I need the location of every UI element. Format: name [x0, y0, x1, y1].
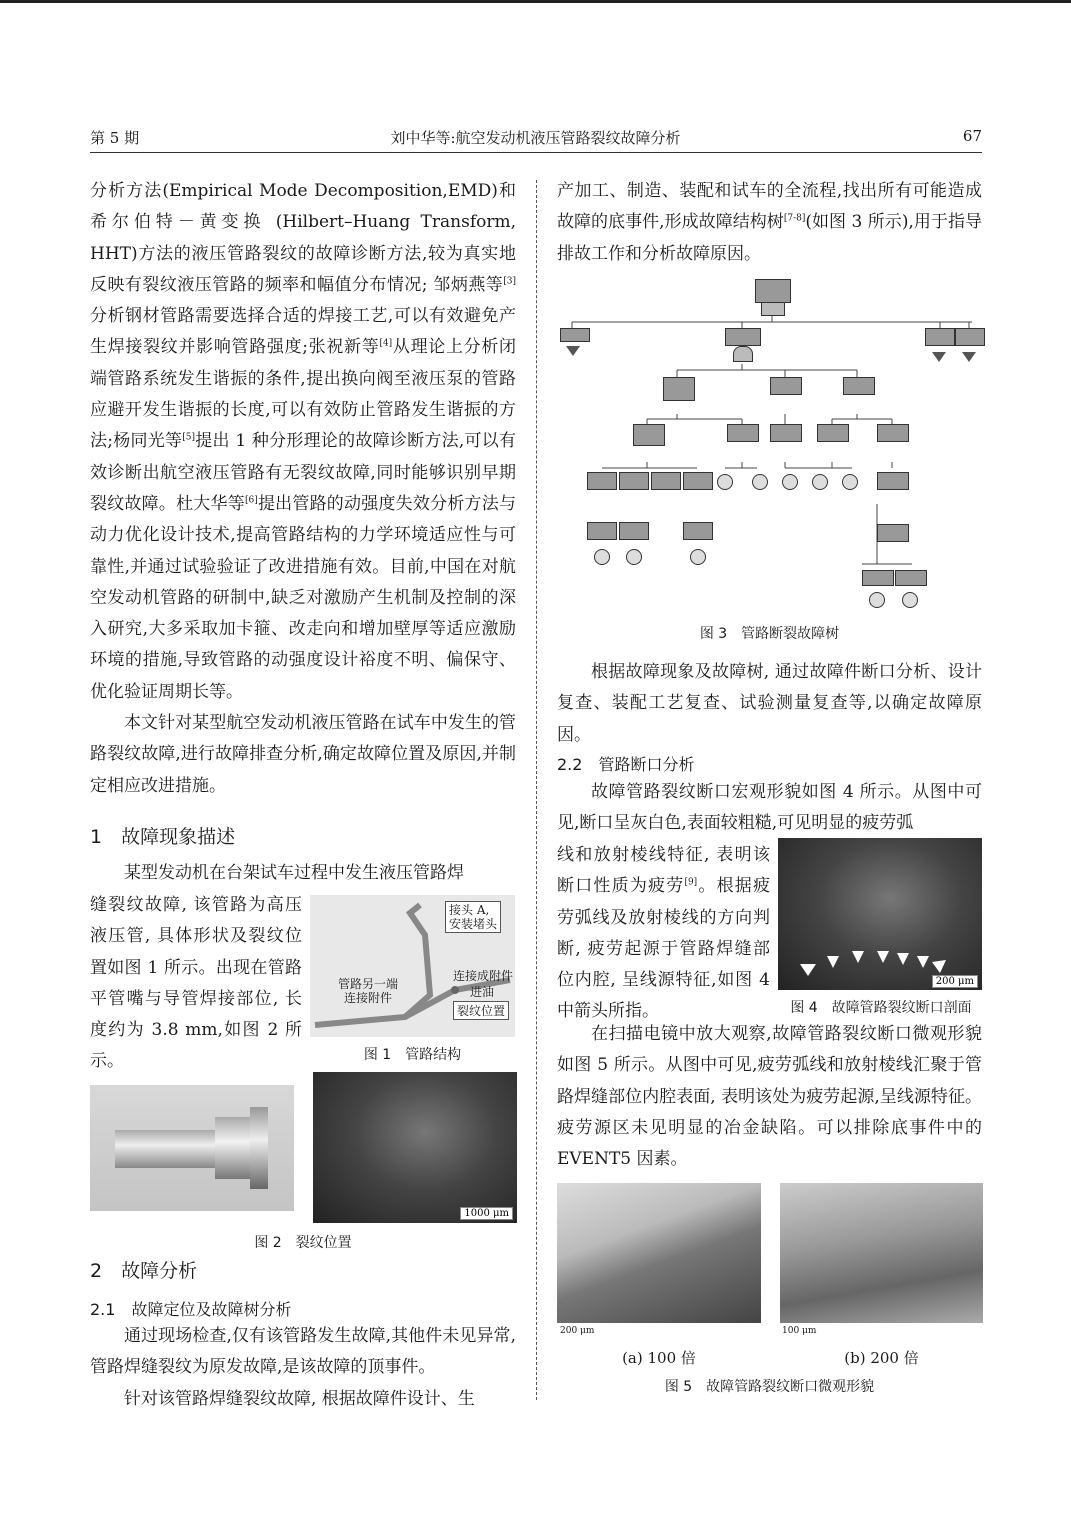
- fault-tree-node: [843, 377, 875, 395]
- fault-tree-node: [663, 377, 695, 401]
- figure-5b-sem-200x: [780, 1183, 983, 1323]
- fault-tree-transfer: [962, 352, 976, 362]
- right-paragraph-4: 在扫描电镜中放大观察,故障管路裂纹断口微观形貌如图 5 所示。从图中可见,疲劳弧线和放射棱线汇聚于管路焊缝部位内腔表面, 表明该处为疲劳起源,呈线源特征。疲劳源区未见明显的冶金缺陷。可以排除底事件中的 EVENT5 因素。: [557, 1024, 982, 1170]
- fault-tree-top-event: [755, 279, 791, 303]
- fault-tree-node: [955, 328, 985, 346]
- fault-tree-node: [633, 424, 665, 446]
- page-number: 67: [962, 127, 982, 145]
- fault-tree-basic-event: [812, 474, 828, 490]
- figure-2b-crack-photo: [313, 1072, 517, 1223]
- fault-tree-basic-event: [690, 549, 706, 565]
- fig4-scale-bar: 200 μm: [932, 975, 978, 988]
- fig2-scale-bar: 1000 μm: [460, 1207, 513, 1220]
- running-title: 刘中华等:航空发动机液压管路裂纹故障分析: [390, 129, 681, 147]
- fault-tree-node: [895, 570, 927, 586]
- section-1-heading: 1 故障现象描述: [90, 826, 236, 848]
- fault-tree-node: [877, 524, 909, 542]
- fatigue-origin-arrows: [778, 838, 982, 990]
- fault-tree-node: [817, 424, 849, 442]
- figure-5-caption: 图 5 故障管路裂纹断口微观形貌: [664, 1379, 875, 1395]
- left-paragraph-5: 针对该管路焊缝裂纹故障, 根据故障件设计、生: [124, 1388, 475, 1409]
- left-paragraph-4: 通过现场检查,仅有该管路发生故障,其他件未见异常,管路焊缝裂纹为原发故障,是该故障的顶事件。 针对该管路焊缝裂纹故障, 根据故障件设计、生: [90, 1321, 516, 1415]
- fault-tree-basic-event: [626, 549, 642, 565]
- right-paragraph-1: 产加工、制造、装配和试车的全流程,找出所有可能造成故障的底事件,形成故障结构树[7-8](如图 3 所示),用于指导排故工作和分析故障原因。: [557, 181, 982, 264]
- right-paragraph-3b: 线和放射棱线特征, 表明该断口性质为疲劳[9]。根据疲劳弧线及放射棱线的方向判断, 疲劳起源于管路焊缝部位内腔, 呈线源特征,如图 4 中箭头所指。: [557, 845, 771, 1022]
- fault-tree-node: [862, 570, 894, 586]
- figure-4-fracture-section: [778, 838, 982, 990]
- fault-tree-node: [770, 424, 802, 442]
- fig1-label-crack: 裂纹位置: [453, 1001, 509, 1020]
- left-paragraph-3a: 某型发动机在台架试车过程中发生液压管路焊: [124, 863, 464, 883]
- fault-tree-node: [587, 522, 617, 540]
- fault-tree-basic-event: [902, 592, 918, 608]
- fault-tree-gate: [733, 346, 753, 362]
- fault-tree-node: [727, 424, 759, 442]
- fault-tree-node: [683, 472, 713, 490]
- fig1-label-joint-a: 接头 A, 安装堵头: [445, 901, 501, 933]
- fault-tree-basic-event: [717, 474, 733, 490]
- fault-tree-node: [619, 472, 649, 490]
- fault-tree-node: [725, 328, 761, 346]
- right-paragraph-3a: 故障管路裂纹断口宏观形貌如图 4 所示。从图中可见,断口呈灰白色,表面较粗糙,可见明显的疲劳弧: [557, 782, 982, 834]
- figure-1-caption: 图 1 管路结构: [363, 1047, 462, 1063]
- fault-tree-node: [877, 472, 909, 490]
- figure-5a-label: (a) 100 倍: [622, 1349, 696, 1367]
- figure-4-caption: 图 4 故障管路裂纹断口剖面: [790, 1000, 972, 1016]
- fault-tree-top-gate: [761, 302, 785, 316]
- fault-tree-basic-event: [594, 549, 610, 565]
- figure-3-caption: 图 3 管路断裂故障树: [699, 626, 840, 642]
- section-2-heading: 2 故障分析: [90, 1260, 198, 1282]
- left-paragraph-2: 本文针对某型航空发动机液压管路在试车中发生的管路裂纹故障,进行故障排查分析,确定故障位置及原因,并制定相应改进措施。: [90, 713, 516, 796]
- header-rule: [90, 152, 982, 153]
- fig1-label-connect: 连接成附件: [453, 969, 514, 983]
- left-paragraph-3b: 缝裂纹故障, 该管路为高压液压管, 具体形状及裂纹位置如图 1 所示。出现在管路平管嘴与导管焊接部位, 长度约为 3.8 mm,如图 2 所示。: [90, 895, 302, 1072]
- issue-number: 第 5 期: [90, 129, 140, 147]
- fault-tree-node: [619, 522, 649, 540]
- top-border: [0, 0, 1071, 3]
- fault-tree-transfer: [566, 346, 580, 356]
- figure-2a-fitting-photo: [90, 1085, 294, 1211]
- figure-5b-label: (b) 200 倍: [844, 1349, 919, 1367]
- column-divider: [536, 180, 537, 1400]
- figure-3-fault-tree: [557, 274, 987, 612]
- fault-tree-node: [770, 377, 802, 395]
- subsection-2-1-heading: 2.1 故障定位及故障树分析: [90, 1300, 292, 1319]
- fault-tree-basic-event: [752, 474, 768, 490]
- figure-5a-sem-100x: [557, 1183, 761, 1323]
- left-paragraph-1: 分析方法(Empirical Mode Decomposition,EMD)和希尔伯特－黄变换 (Hilbert–Huang Transform, HHT)方法的液压管路裂纹的故障诊断方法,较为真实地反映有裂纹液压管路的频率和幅值分布情况; 邹炳燕等[3]分析钢材管路需要选择合适的焊接工艺,可以有效避免产生焊接裂纹并影响管路强度;张祝新等[4]从理论上分析闭端管路系统发生谐振的条件,提出换向阀至液压泵的管路应避开发生谐振的长度,可以有效防止管路发生谐振的方法;杨同光等[5]提出 1 种分形理论的故障诊断方法,可以有效诊断出航空液压管路有无裂纹故障,同时能够识别早期裂纹故障。杜大华等[6]提出管路的动强度失效分析方法与动力优化设计技术,提高管路结构的力学环境适应性与可靠性,并通过试验验证了改进措施有效。目前,中国在对航空发动机管路的研制中,缺乏对激励产生机制及控制的深入研究,大多采取加卡箍、改走向和增加壁厚等适应激励环境的措施,导致管路的动强度设计裕度不明、偏保守、优化验证周期长等。 本文针对某型航空发动机液压管路在试车中发生的管路裂纹故障,进行故障排查分析,确定故障位置及原因,并制定相应改进措施。: [90, 176, 516, 802]
- fault-tree-basic-event: [842, 474, 858, 490]
- fault-tree-node: [560, 328, 590, 342]
- fault-tree-node: [683, 522, 713, 540]
- fig1-label-other-end: 管路另一端 连接附件: [338, 977, 399, 1005]
- fig5a-scale-bar: 200 μm: [560, 1326, 595, 1336]
- fault-tree-node: [651, 472, 681, 490]
- fault-tree-transfer: [932, 352, 946, 362]
- fault-tree-basic-event: [782, 474, 798, 490]
- fault-tree-node: [877, 424, 909, 442]
- fig1-label-inlet: 进油: [470, 985, 495, 999]
- fault-tree-connectors: [557, 274, 987, 612]
- subsection-2-2-heading: 2.2 管路断口分析: [557, 755, 695, 774]
- fault-tree-node: [587, 472, 617, 490]
- fault-tree-basic-event: [869, 592, 885, 608]
- fig5b-scale-bar: 100 μm: [782, 1326, 817, 1336]
- figure-2-caption: 图 2 裂纹位置: [254, 1235, 352, 1251]
- figure-1-pipe-structure: [310, 895, 515, 1037]
- fault-tree-node: [925, 328, 955, 346]
- right-paragraph-2: 根据故障现象及故障树, 通过故障件断口分析、设计复查、装配工艺复查、试验测量复查等,以确定故障原因。: [557, 662, 982, 745]
